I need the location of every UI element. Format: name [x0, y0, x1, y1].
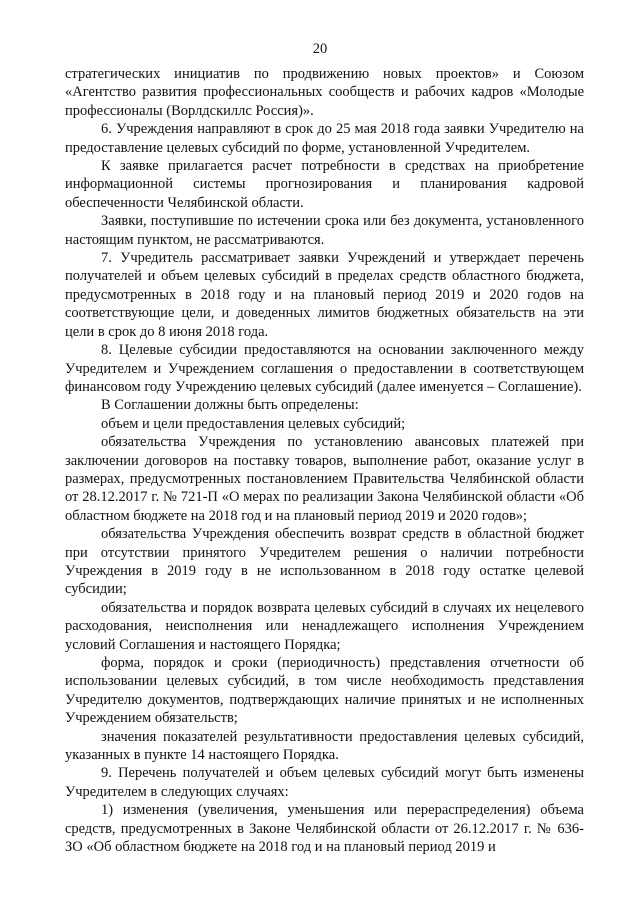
paragraph-item-6: 6. Учреждения направляют в срок до 25 мая 2018 года заявки Учредителю на предоставление целевых субсидий по форме, установленной Учредителем.: [65, 121, 584, 156]
paragraph-item-9: 9. Перечень получателей и объем целевых субсидий могут быть изменены Учредителем в следующих случаях:: [65, 765, 584, 800]
paragraph-application-attachment: К заявке прилагается расчет потребности в средствах на приобретение информационной системы прогнозирования и планирования кадровой обеспеченности Челябинской области.: [65, 158, 584, 211]
list-item-reporting: форма, порядок и сроки (периодичность) представления отчетности об использовании целевых субсидий, в том числе необходимость представления Учредителю документов, подтверждающих наличие принятых и не исполненных Учреждением обязательств;: [65, 655, 584, 727]
list-item-volume-goals: объем и цели предоставления целевых субсидий;: [101, 415, 406, 432]
paragraph-continuation: стратегических инициатив по продвижению новых проектов» и Союзом «Агентство развития профессиональных сообществ и рабочих кадров «Молодые профессионалы (Ворлдскиллс Россия)».: [65, 66, 584, 119]
page-number: 20: [312, 41, 328, 57]
paragraph-late-applications: Заявки, поступившие по истечении срока или без документа, установленного настоящим пунктом, не рассматриваются.: [65, 213, 584, 248]
list-item-indicators: значения показателей результативности предоставления целевых субсидий, указанных в пункте 14 настоящего Порядка.: [65, 728, 584, 764]
list-item-misuse-return: обязательства и порядок возврата целевых субсидий в случаях их нецелевого расходования, неисполнения или ненадлежащего исполнения Учреждением условий Соглашения и настоящего Порядка;: [65, 599, 584, 653]
paragraph-item-8: 8. Целевые субсидии предоставляются на основании заключенного между Учредителем и Учреждением соглашения о предоставлении в соответствующем финансовом году Учреждению целевых субсидий (далее именуется – Соглашение).: [65, 342, 584, 395]
document-body: [65, 65, 584, 856]
paragraph-agreement-intro: В Соглашении должны быть определены:: [101, 397, 359, 414]
list-item-budget-changes: 1) изменения (увеличения, уменьшения или перераспределения) объема средств, предусмотренных в Законе Челябинской области от 26.12.2017 г. № 636-ЗО «Об областном бюджете на 2018 год и на плановый период 2019 и: [65, 802, 584, 856]
paragraph-item-7: 7. Учредитель рассматривает заявки Учреждений и утверждает перечень получателей и объем целевых субсидий в пределах средств областного бюджета, предусмотренных в 2018 году и на плановый период 2019 и 2020 годов на соответствующие цели, и доведенных лимитов бюджетных обязательств на эти цели в срок до 8 июня 2018 года.: [65, 250, 584, 340]
list-item-funds-return: обязательства Учреждения обеспечить возврат средств в областной бюджет при отсутствии принятого Учредителем решения о наличии потребности Учреждения в 2019 году в не использованном в 2018 году остатке целевой субсидии;: [65, 526, 584, 598]
list-item-advance-payments: обязательства Учреждения по установлению авансовых платежей при заключении договоров на поставку товаров, выполнение работ, оказание услуг в размерах, предусмотренных постановлением Правительства Челябинской области от 28.12.2017 г. № 721-П «О мерах по реализации Закона Челябинской области «Об областном бюджете на 2018 год и на плановый период 2019 и 2020 годов»;: [65, 434, 584, 524]
